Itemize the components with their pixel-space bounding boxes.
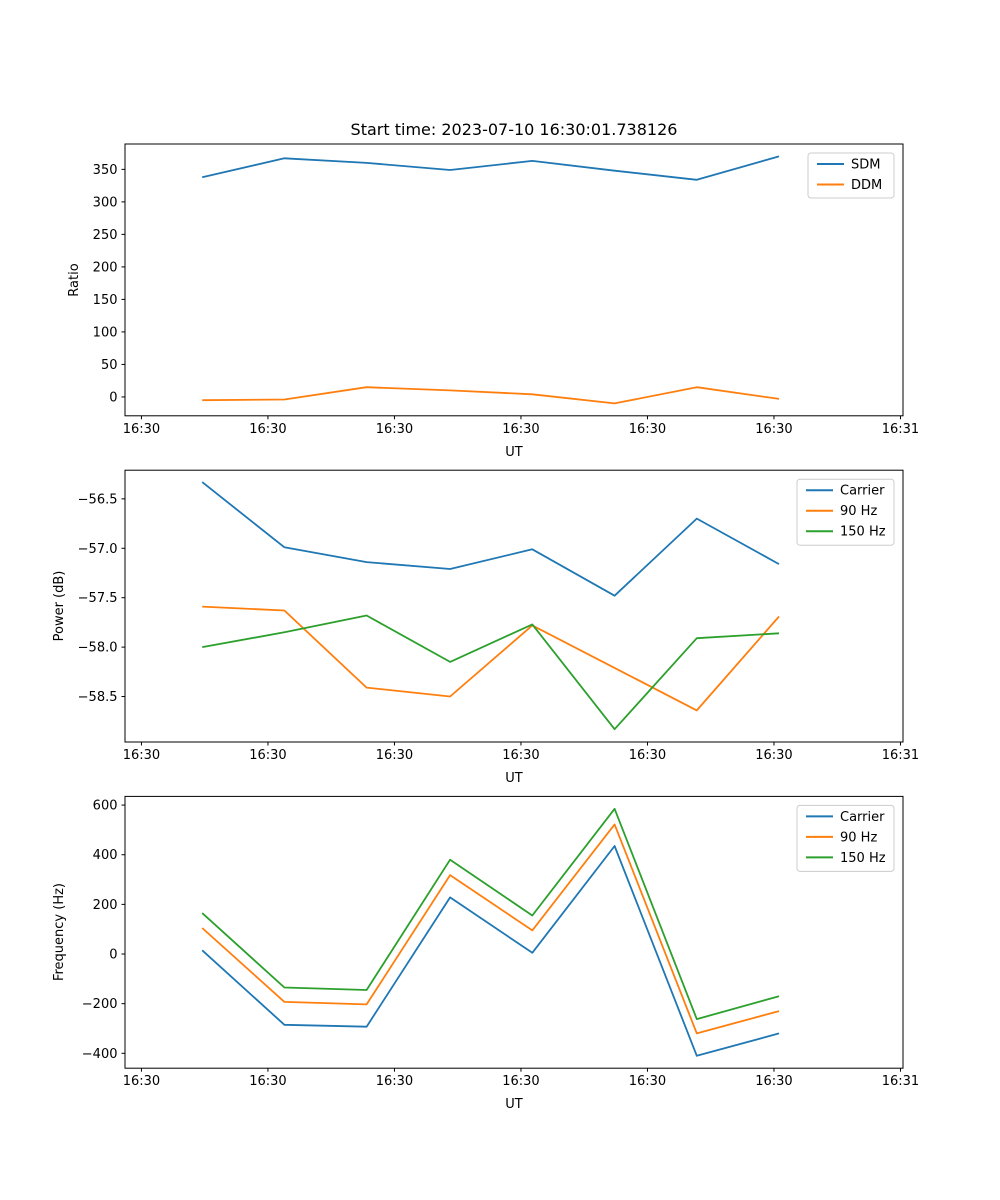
x-tick-label: 16:31 [881,1074,920,1090]
axes-frequency-hz [82,796,919,1089]
y-tick-label: 600 [92,798,118,814]
ylabel-power: Power (dB) [52,570,67,642]
x-tick-label: 16:30 [122,421,161,437]
xlabel-ut-middle: UT [505,771,523,786]
x-tick-label: 16:30 [375,421,414,437]
x-tick-label: 16:30 [628,1074,667,1090]
y-tick-label: 400 [92,848,118,864]
axes-ratio [93,144,920,437]
y-tick-label: 150 [92,292,118,308]
xlabel-ut-top: UT [505,445,523,460]
90-hz-line [202,824,779,1033]
legend [808,153,894,198]
150-hz-line [202,616,779,730]
legend-label-150-hz: 150 Hz [840,850,886,866]
x-tick-label: 16:30 [375,748,414,763]
ylabel-ratio: Ratio [67,263,82,297]
x-tick-label: 16:31 [881,748,920,763]
y-tick-label: −200 [81,997,118,1013]
y-tick-label: 200 [92,897,118,913]
legend [797,479,894,545]
x-tick-label: 16:30 [122,1074,161,1090]
y-tick-label: −58.5 [77,690,118,706]
y-tick-label: −57.0 [77,541,118,557]
legend-label-carrier: Carrier [840,809,885,825]
y-tick-label: 100 [92,325,118,341]
x-tick-label: 16:30 [502,1074,540,1090]
x-tick-label: 16:30 [502,421,540,437]
legend [797,805,894,871]
y-tick-label: −57.5 [77,591,118,607]
y-tick-label: 250 [92,227,118,243]
y-tick-label: 350 [92,162,118,178]
y-tick-label: −400 [81,1046,118,1062]
figure-title: Start time: 2023-07-10 16:30:01.738126 [350,120,678,139]
axes-frame [125,470,903,742]
y-tick-label: −58.0 [77,640,118,656]
x-tick-label: 16:30 [755,1074,793,1090]
ylabel-frequency: Frequency (Hz) [52,882,67,982]
legend-label-90-hz: 90 Hz [840,830,878,846]
y-tick-label: 0 [109,390,118,406]
x-tick-label: 16:30 [502,748,540,763]
legend-label-90-hz: 90 Hz [840,504,878,520]
90-hz-line [202,607,779,711]
sdm-line [202,156,779,179]
y-tick-label: 200 [92,260,118,276]
x-tick-label: 16:30 [628,421,667,437]
x-tick-label: 16:30 [249,1074,287,1090]
150-hz-line [202,809,779,1019]
ddm-line [202,387,779,403]
axes-power-db [78,470,920,763]
x-tick-label: 16:30 [755,421,793,437]
legend-label-150-hz: 150 Hz [840,524,886,540]
y-tick-label: 300 [92,195,118,211]
x-tick-label: 16:30 [122,748,161,763]
legend-label-ddm: DDM [851,178,883,193]
x-tick-label: 16:31 [881,421,920,437]
x-tick-label: 16:30 [755,748,793,763]
y-tick-label: −56.5 [77,492,118,508]
axes-frame [125,144,903,416]
axes-frame [125,796,903,1068]
x-tick-label: 16:30 [249,748,287,763]
legend-label-carrier: Carrier [840,483,885,499]
x-tick-label: 16:30 [628,748,667,763]
x-tick-label: 16:30 [249,421,287,437]
carrier-line [202,482,779,596]
y-tick-label: 50 [100,357,118,373]
legend-label-sdm: SDM [851,157,881,173]
xlabel-ut-bottom: UT [505,1097,523,1112]
x-tick-label: 16:30 [375,1074,414,1090]
y-tick-label: 0 [109,947,118,963]
